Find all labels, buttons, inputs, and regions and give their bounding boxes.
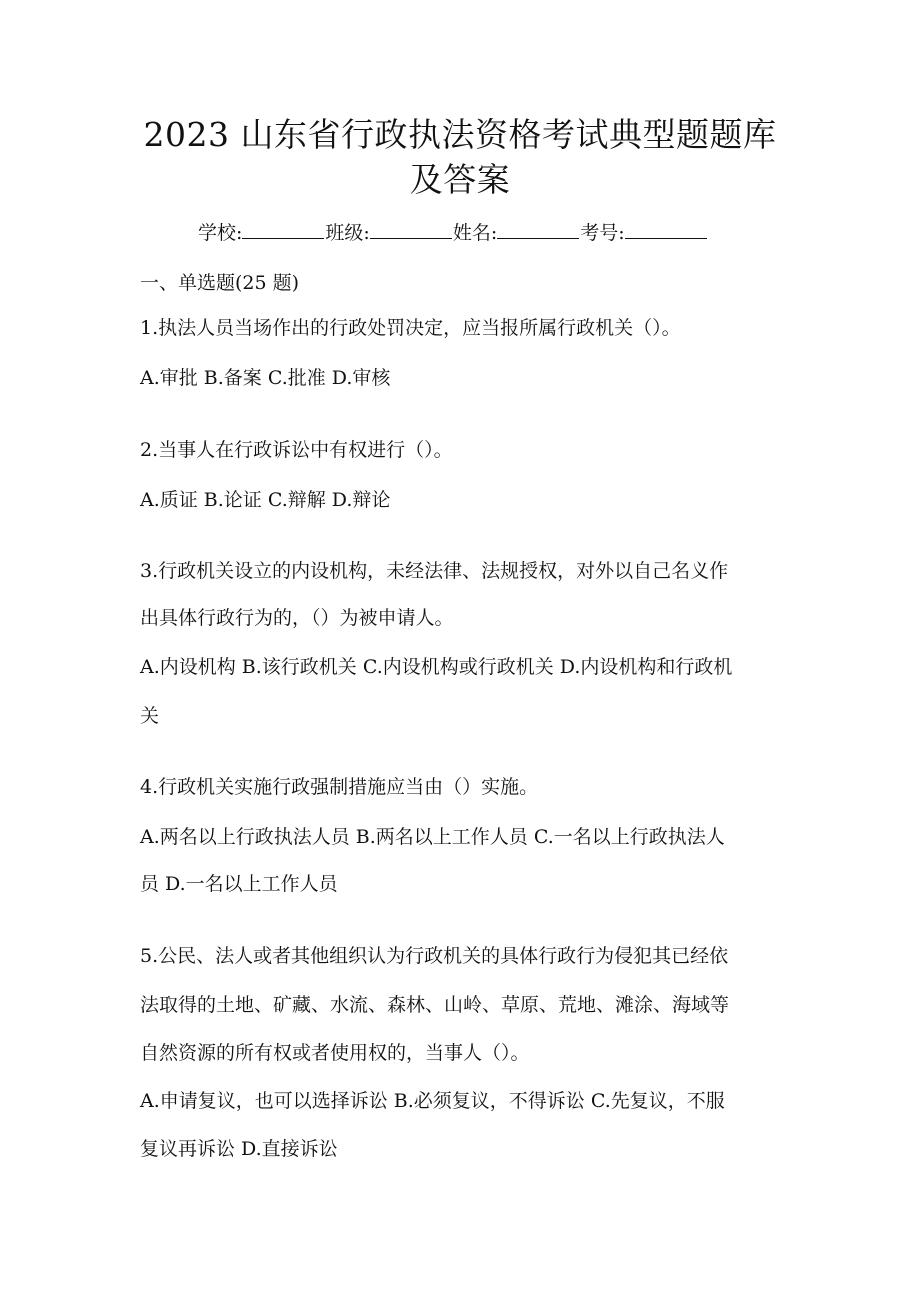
document-title [100, 112, 820, 202]
student-info-row [198, 220, 708, 246]
number-blank [625, 220, 707, 239]
question-3-stem-line-2: 出具体行政行为的，（）为被申请人。 [140, 607, 454, 629]
number-label: 考号: [580, 222, 625, 244]
class-label: 班级: [325, 222, 370, 244]
question-5-options-line-2: 复议再诉讼 D.直接诉讼 [140, 1138, 338, 1160]
name-label: 姓名: [452, 222, 498, 244]
school-label: 学校: [198, 222, 243, 244]
question-4-options-line-1: A.两名以上行政执法人员 B.两名以上工作人员 C.一名以上行政执法人 [140, 826, 725, 848]
question-2-stem: 2.当事人在行政诉讼中有权进行（）。 [140, 439, 453, 461]
class-blank [370, 220, 452, 239]
question-5-stem-line-1: 5.公民、法人或者其他组织认为行政机关的具体行政行为侵犯其已经依 [140, 945, 729, 967]
question-1-options: A.审批 B.备案 C.批准 D.审核 [140, 367, 391, 389]
question-3-stem-line-1: 3.行政机关设立的内设机构，未经法律、法规授权，对外以自己名义作 [140, 560, 729, 582]
title-line-1: 2023 山东省行政执法资格考试典型题题库 [143, 115, 777, 154]
question-4-options-line-2: 员 D.一名以上工作人员 [140, 873, 338, 895]
question-5-options-line-1: A.申请复议，也可以选择诉讼 B.必须复议，不得诉讼 C.先复议，不服 [140, 1090, 725, 1112]
question-3-options-line-2: 关 [140, 705, 160, 727]
question-2-options: A.质证 B.论证 C.辩解 D.辩论 [140, 489, 391, 511]
question-5-stem-line-3: 自然资源的所有权或者使用权的，当事人（）。 [140, 1042, 530, 1064]
question-5-stem-line-2: 法取得的土地、矿藏、水流、森林、山岭、草原、荒地、滩涂、海域等 [140, 994, 730, 1016]
school-blank [242, 220, 324, 239]
title-line-2: 及答案 [409, 160, 511, 199]
question-4-stem: 4.行政机关实施行政强制措施应当由（）实施。 [140, 776, 539, 798]
question-1-stem: 1.执法人员当场作出的行政处罚决定，应当报所属行政机关（）。 [140, 317, 681, 339]
name-blank [497, 220, 579, 239]
section-heading: 一、单选题(25 题) [140, 272, 300, 294]
question-3-options-line-1: A.内设机构 B.该行政机关 C.内设机构或行政机关 D.内设机构和行政机 [140, 656, 733, 678]
